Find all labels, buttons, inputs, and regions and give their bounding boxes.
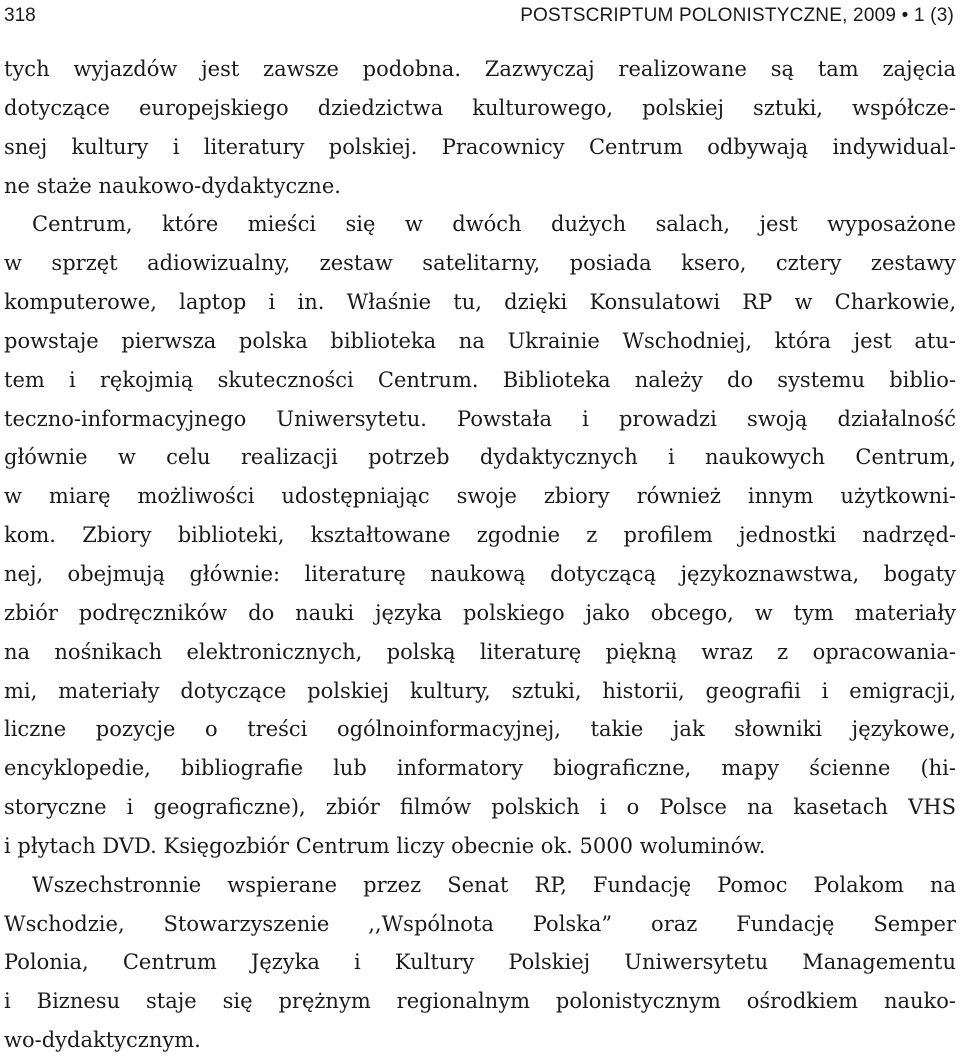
text-line: Centrum, które mieści się w dwóch dużych salach, jest wyposażone xyxy=(32,212,956,237)
body-text xyxy=(4,50,956,1060)
page-header xyxy=(4,0,956,32)
text-line: teczno-informacyjnego Uniwersytetu. Powstała i prowadzi swoją działalność xyxy=(4,406,956,431)
text-line: encyklopedie, bibliografie lub informatory biograficzne, mapy ścienne (hi- xyxy=(4,756,956,781)
text-line: snej kultury i literatury polskiej. Pracownicy Centrum odbywają indywidual- xyxy=(4,134,956,159)
text-line: w sprzęt adiowizualny, zestaw satelitarny, posiada ksero, cztery zestawy xyxy=(4,251,956,276)
text-line: na nośnikach elektronicznych, polską literaturę piękną wraz z opracowania- xyxy=(4,639,956,664)
text-line: zbiór podręczników do nauki języka polskiego jako obcego, w tym materiały xyxy=(4,600,956,625)
text-line: wo-dydaktycznym. xyxy=(4,1028,201,1053)
text-line: Wschodzie, Stowarzyszenie ,,Wspólnota Polska” oraz Fundację Semper xyxy=(4,911,956,936)
text-line: i Biznesu staje się prężnym regionalnym polonistycznym ośrodkiem nauko- xyxy=(4,989,956,1014)
text-line: tych wyjazdów jest zawsze podobna. Zazwyczaj realizowane są tam zajęcia xyxy=(4,57,956,81)
text-line: komputerowe, laptop i in. Właśnie tu, dzięki Konsulatowi RP w Charkowie, xyxy=(4,290,956,315)
text-line: dotyczące europejskiego dziedzictwa kulturowego, polskiej sztuki, współcze- xyxy=(4,95,956,120)
document-page xyxy=(4,0,956,1053)
text-line: Polonia, Centrum Języka i Kultury Polskiej Uniwersytetu Managementu xyxy=(4,950,956,975)
text-line: liczne pozycje o treści ogólnoinformacyjnej, takie jak słowniki językowe, xyxy=(4,717,956,742)
text-line: w miarę możliwości udostępniając swoje zbiory również innym użytkowni- xyxy=(4,484,956,509)
running-head: POSTSCRIPTUM POLONISTYCZNE, 2009 • 1 (3) xyxy=(520,5,954,26)
text-line: i płytach DVD. Księgozbiór Centrum liczy obecnie ok. 5000 woluminów. xyxy=(4,833,766,858)
text-line: storyczne i geograficzne), zbiór filmów polskich i o Polsce na kasetach VHS xyxy=(4,795,956,820)
text-line: nej, obejmują głównie: literaturę naukową dotyczącą językoznawstwa, bogaty xyxy=(4,561,956,586)
text-line: Wszechstronnie wspierane przez Senat RP, Fundację Pomoc Polakom na xyxy=(32,872,956,897)
text-line: ne staże naukowo-dydaktyczne. xyxy=(4,173,341,198)
text-line: głównie w celu realizacji potrzeb dydaktycznych i naukowych Centrum, xyxy=(4,445,956,470)
page-number: 318 xyxy=(4,5,36,26)
text-line: kom. Zbiory biblioteki, kształtowane zgodnie z profilem jednostki nadrzęd- xyxy=(4,523,956,548)
text-line: tem i rękojmią skuteczności Centrum. Biblioteka należy do systemu biblio- xyxy=(4,367,956,392)
text-line: powstaje pierwsza polska biblioteka na Ukrainie Wschodniej, która jest atu- xyxy=(4,328,956,353)
text-line: mi, materiały dotyczące polskiej kultury, sztuki, historii, geografii i emigracji, xyxy=(4,678,956,703)
